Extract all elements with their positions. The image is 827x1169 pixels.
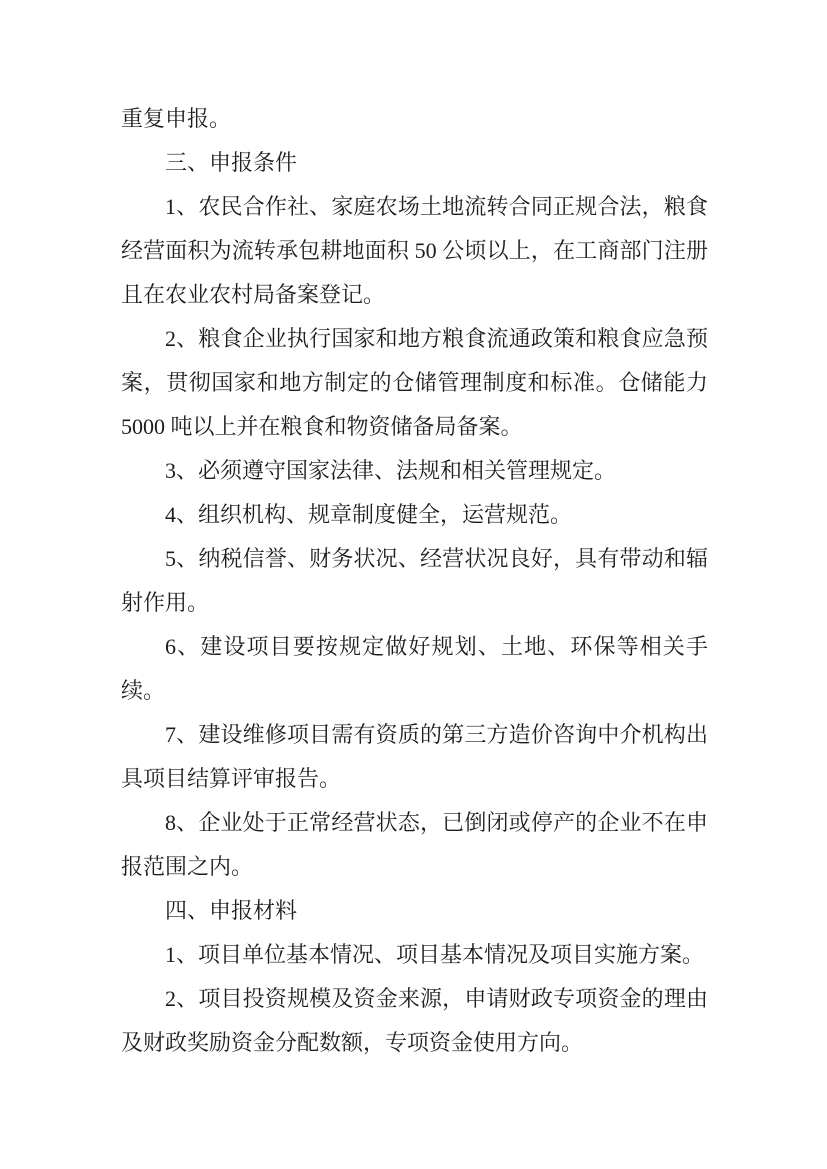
condition-item-2: 2、粮食企业执行国家和地方粮食流通政策和粮食应急预案，贯彻国家和地方制定的仓储管理制度和标准。仓储能力 5000 吨以上并在粮食和物资储备局备案。 xyxy=(121,326,708,439)
paragraph-continuation: 重复申报。 xyxy=(121,106,232,131)
section-heading-3: 三、申报条件 xyxy=(165,150,298,175)
condition-item-5: 5、纳税信誉、财务状况、经营状况良好，具有带动和辐射作用。 xyxy=(121,546,708,615)
condition-item-4: 4、组织机构、规章制度健全，运营规范。 xyxy=(165,502,573,527)
condition-item-8: 8、企业处于正常经营状态，已倒闭或停产的企业不在申报范围之内。 xyxy=(121,810,708,879)
material-item-2: 2、项目投资规模及资金来源，申请财政专项资金的理由及财政奖励资金分配数额，专项资金使用方向。 xyxy=(121,986,708,1055)
condition-item-6: 6、建设项目要按规定做好规划、土地、环保等相关手续。 xyxy=(121,634,708,703)
material-item-1: 1、项目单位基本情况、项目基本情况及项目实施方案。 xyxy=(165,942,705,967)
condition-item-1: 1、农民合作社、家庭农场土地流转合同正规合法，粮食经营面积为流转承包耕地面积 50 公顷以上，在工商部门注册且在农业农村局备案登记。 xyxy=(121,194,708,307)
section-heading-4: 四、申报材料 xyxy=(165,898,298,923)
condition-item-7: 7、建设维修项目需有资质的第三方造价咨询中介机构出具项目结算评审报告。 xyxy=(121,722,708,791)
condition-item-3: 3、必须遵守国家法律、法规和相关管理规定。 xyxy=(165,458,617,483)
